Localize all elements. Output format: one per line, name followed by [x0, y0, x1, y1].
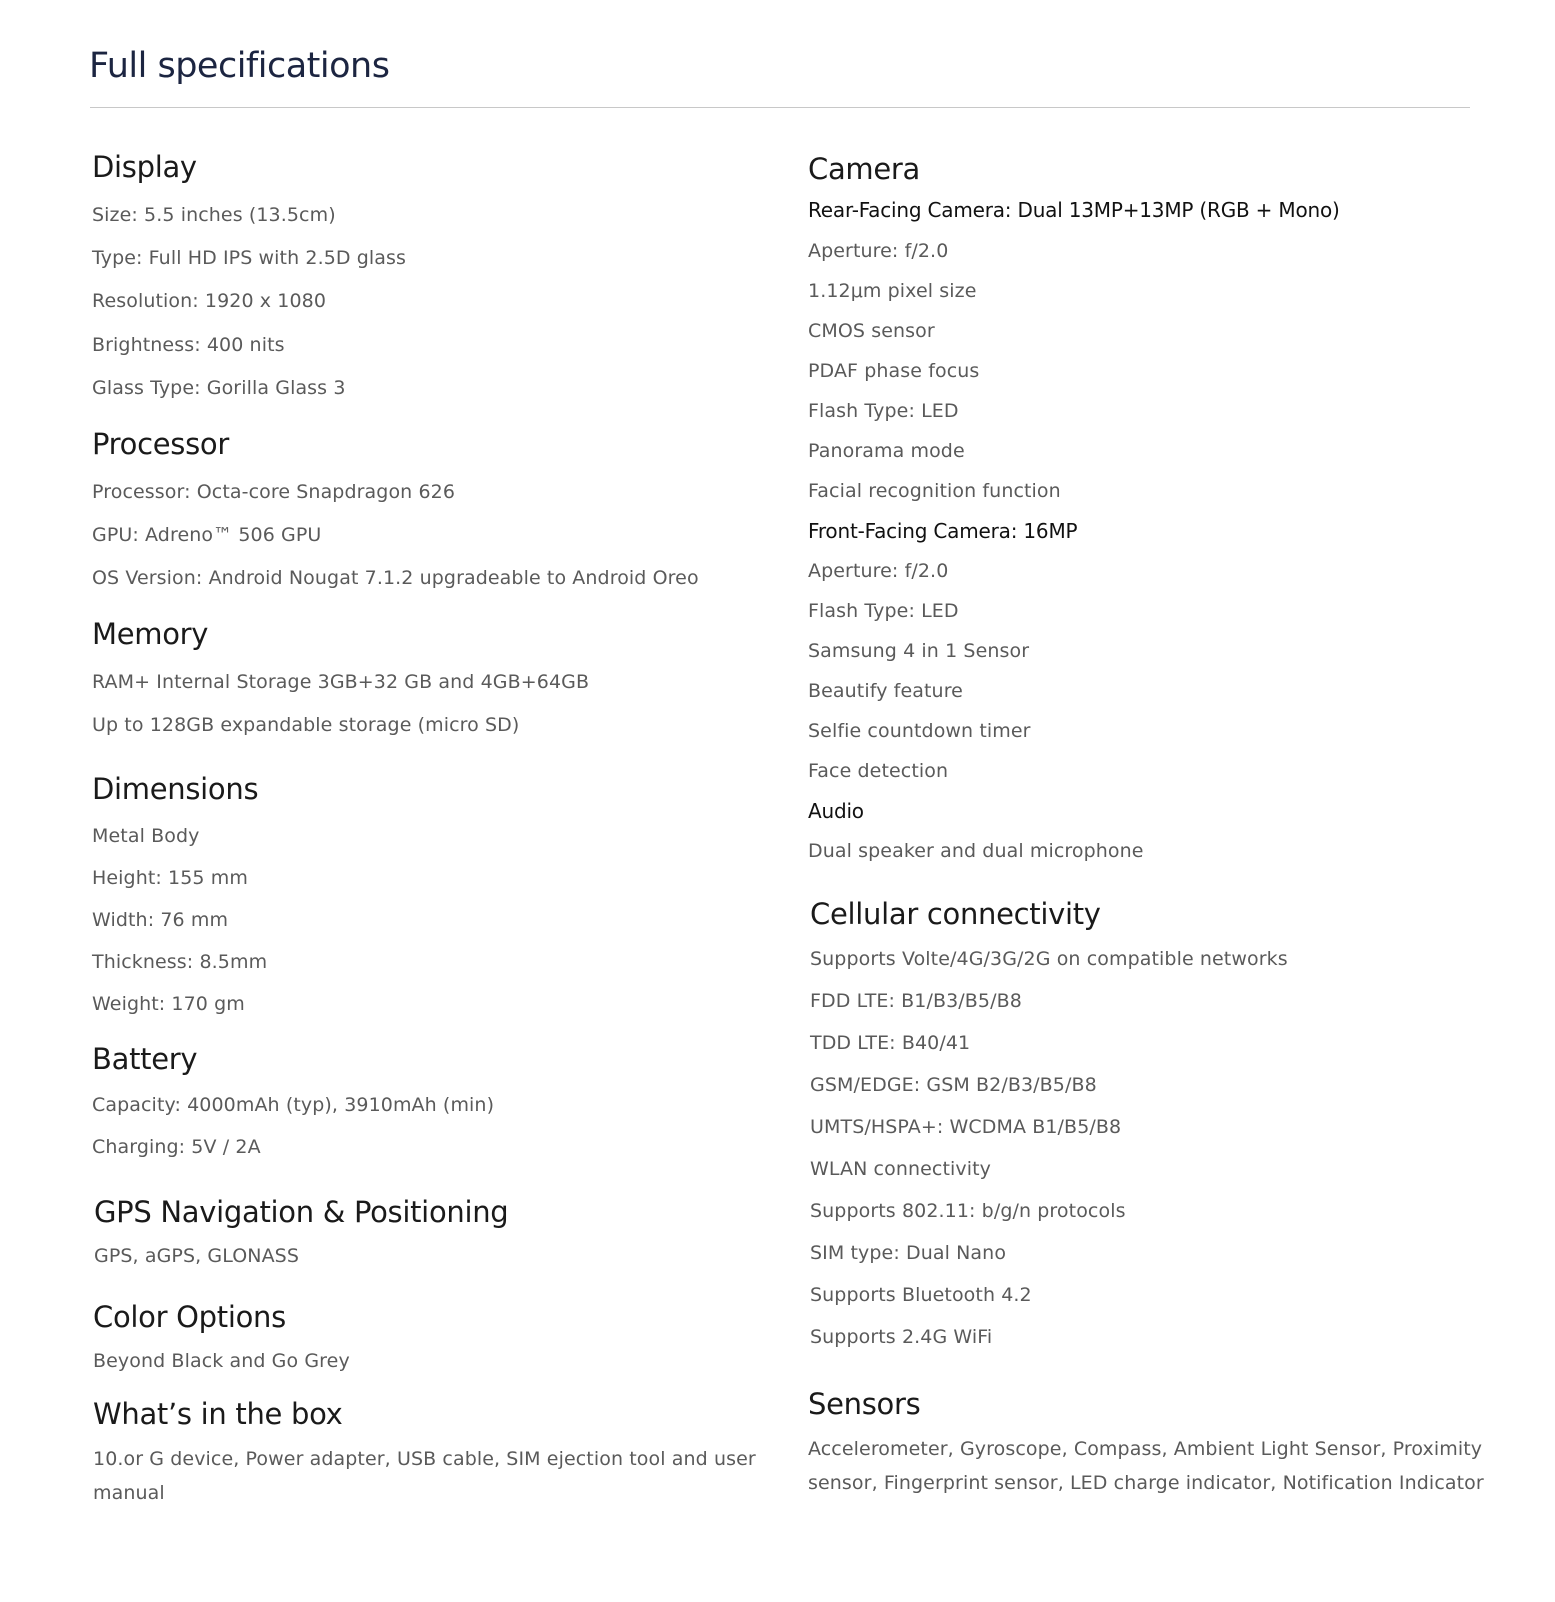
- spec-item: PDAF phase focus: [808, 360, 980, 382]
- color-options-heading: Color Options: [93, 1300, 286, 1334]
- spec-item: Width: 76 mm: [92, 909, 229, 931]
- display-heading: Display: [92, 150, 197, 184]
- spec-item: Height: 155 mm: [92, 867, 248, 889]
- spec-item: WLAN connectivity: [810, 1158, 991, 1180]
- spec-item: Supports Volte/4G/3G/2G on compatible networks: [810, 948, 1288, 970]
- spec-item: RAM+ Internal Storage 3GB+32 GB and 4GB+64GB: [92, 671, 590, 693]
- spec-item: Panorama mode: [808, 440, 965, 462]
- rear-camera-label: Rear-Facing Camera: Dual 13MP+13MP (RGB + Mono): [808, 198, 1340, 222]
- spec-item: Face detection: [808, 760, 949, 782]
- spec-item: TDD LTE: B40/41: [810, 1032, 971, 1054]
- spec-item: Supports Bluetooth 4.2: [810, 1284, 1032, 1306]
- spec-item: Brightness: 400 nits: [92, 334, 285, 356]
- spec-item: Selfie countdown timer: [808, 720, 1031, 742]
- battery-heading: Battery: [92, 1042, 198, 1076]
- title-divider: [90, 107, 1470, 108]
- spec-item: Flash Type: LED: [808, 400, 959, 422]
- spec-item: Thickness: 8.5mm: [92, 951, 268, 973]
- sensors-heading: Sensors: [808, 1387, 921, 1421]
- spec-item: Size: 5.5 inches (13.5cm): [92, 204, 336, 226]
- box-contents-heading: What’s in the box: [93, 1397, 343, 1431]
- spec-item: 1.12μm pixel size: [808, 280, 977, 302]
- spec-item: GSM/EDGE: GSM B2/B3/B5/B8: [810, 1074, 1097, 1096]
- spec-item: Aperture: f/2.0: [808, 560, 949, 582]
- camera-heading: Camera: [808, 152, 921, 186]
- spec-item: GPU: Adreno™ 506 GPU: [92, 524, 322, 546]
- page-title: Full specifications: [89, 46, 390, 86]
- spec-item: CMOS sensor: [808, 320, 935, 342]
- spec-item: Resolution: 1920 x 1080: [92, 290, 327, 312]
- spec-item: Up to 128GB expandable storage (micro SD): [92, 714, 520, 736]
- spec-item: Beautify feature: [808, 680, 963, 702]
- spec-item: Dual speaker and dual microphone: [808, 840, 1144, 862]
- spec-item: FDD LTE: B1/B3/B5/B8: [810, 990, 1022, 1012]
- spec-item: Metal Body: [92, 825, 200, 847]
- spec-item: Samsung 4 in 1 Sensor: [808, 640, 1030, 662]
- memory-heading: Memory: [92, 617, 209, 651]
- spec-item: Processor: Octa-core Snapdragon 626: [92, 481, 456, 503]
- spec-item: Facial recognition function: [808, 480, 1061, 502]
- box-contents-text: 10.or G device, Power adapter, USB cable, SIM ejection tool and user manual: [93, 1448, 756, 1504]
- gps-heading: GPS Navigation & Positioning: [94, 1195, 509, 1229]
- spec-item: UMTS/HSPA+: WCDMA B1/B5/B8: [810, 1116, 1122, 1138]
- spec-item: GPS, aGPS, GLONASS: [94, 1245, 300, 1267]
- spec-item: Capacity: 4000mAh (typ), 3910mAh (min): [92, 1094, 495, 1116]
- spec-item: Supports 802.11: b/g/n protocols: [810, 1200, 1126, 1222]
- dimensions-heading: Dimensions: [92, 772, 259, 806]
- spec-item: Aperture: f/2.0: [808, 240, 949, 262]
- processor-heading: Processor: [92, 427, 229, 461]
- spec-item: SIM type: Dual Nano: [810, 1242, 1007, 1264]
- spec-item: Type: Full HD IPS with 2.5D glass: [92, 247, 407, 269]
- spec-item: Flash Type: LED: [808, 600, 959, 622]
- audio-label: Audio: [808, 799, 864, 823]
- spec-item: Weight: 170 gm: [92, 993, 245, 1015]
- spec-item: Supports 2.4G WiFi: [810, 1326, 993, 1348]
- spec-item: Glass Type: Gorilla Glass 3: [92, 377, 346, 399]
- spec-item: OS Version: Android Nougat 7.1.2 upgradeable to Android Oreo: [92, 567, 699, 589]
- sensors-text: Accelerometer, Gyroscope, Compass, Ambient Light Sensor, Proximity sensor, Fingerprint sensor, LED charge indicator, Notification Indicator: [808, 1438, 1484, 1494]
- front-camera-label: Front-Facing Camera: 16MP: [808, 519, 1078, 543]
- cellular-heading: Cellular connectivity: [810, 897, 1101, 931]
- spec-item: Charging: 5V / 2A: [92, 1136, 261, 1158]
- spec-item: Beyond Black and Go Grey: [93, 1350, 350, 1372]
